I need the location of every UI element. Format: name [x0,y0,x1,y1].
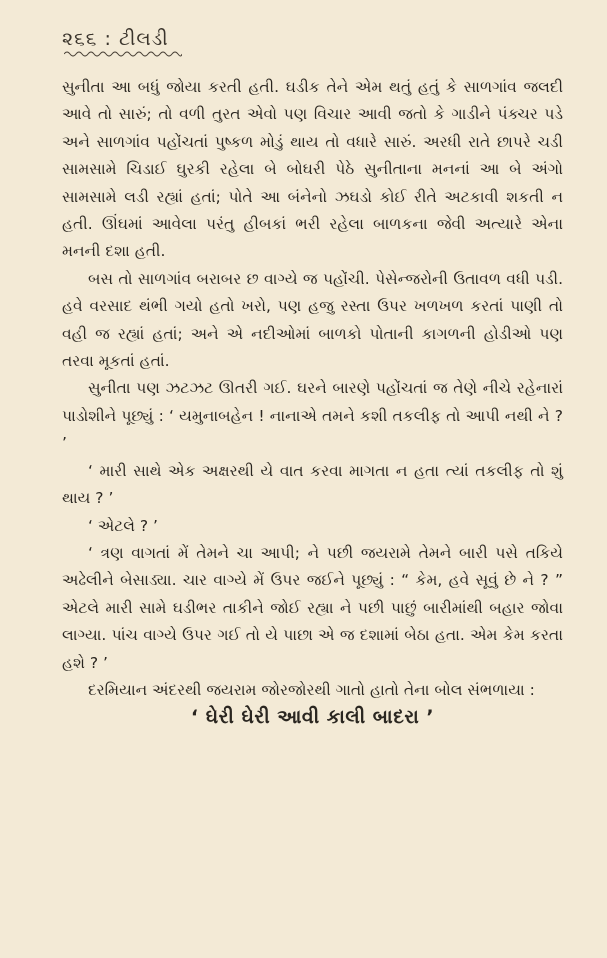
paragraph-1: સુનીતા આ બધું જોયા કરતી હતી. ઘડીક તેને એમ થતું હતું કે સાળગાંવ જલદી આવે તો સારું; તો વળી તુરત એવો પણ વિચાર આવી જતો કે ગાડીને પંક્ચર પડે અને સાળગાંવ પહોંચતાં પુષ્કળ મોડું થાય તો વધારે સારું. અરધી રાતે છાપરે ચડી સામસામે ચિડાઈ ઘુરકી રહેલા બે બોઘરી પેઠે સુનીતાના મનનાં આ બે અંગો સામસામે લડી રહ્યાં હતાં; પોતે આ બંનેનો ઝઘડો કોઈ રીતે અટકાવી શકતી ન હતી. ઊંઘમાં આવેલા પરંતુ હીબકાં ભરી રહેલા બાળકના જેવી અત્યારે એના મનની દશા હતી. [62,78,563,261]
header-separator: : [104,28,112,50]
paragraph-7: દરમિયાન અંદરથી જયરામ જોરજોરથી ગાતો હાતો તેના બોલ સંભળાયા : [88,680,535,699]
song-line: ‘ ઘેરી ઘેરી આવી કાલી બાદરા ’ [190,706,435,729]
body-text [62,74,563,704]
decorative-wavy-rule [64,50,182,58]
page-number: ૨૬૬ [62,28,98,50]
paragraph-6: ‘ ત્રણ વાગતાં મેં તેમને ચા આપી; ને પછી જયરામે તેમને બારી પસે તકિયે અઢેલીને બેસાડ્યા. ચાર વાગ્યે મેં ઉપર જઈને પૂછ્યું : “ કેમ, હવે સૂવું છે ને ? ” એટલે મારી સામે ઘડીભર તાકીને જોઈ રહ્યા ને પછી પાછું બારીમાંથી બહાર જોવા લાગ્યા. પાંચ વાગ્યે ઉપર ગઈ તો યે પાછા એ જ દશામાં બેઠા હતા. એમ કેમ કરતા હશે ? ’ [62,543,563,672]
paragraph-3: સુનીતા પણ ઝટઝટ ઊતરી ગઈ. ઘરને બારણે પહોંચતાં જ તેણે નીચે રહેનારાં પાડોશીને પૂછ્યું : ‘ યમુનાબહેન ! નાનાએ તમને કશી તકલીફ તો આપી નથી ને ? ’ [62,379,563,453]
book-title: ટીલડી [118,28,169,50]
paragraph-5: ‘ એટલે ? ’ [88,516,158,535]
page-header [62,28,563,50]
paragraph-4: ‘ મારી સાથે એક અક્ષરથી યે વાત કરવા માગતા ન હતા ત્યાં તકલીફ તો શું થાય ? ’ [62,461,563,508]
paragraph-2: બસ તો સાળગાંવ બરાબર છ વાગ્યે જ પહોંચી. પેસેન્જરોની ઉતાવળ વધી પડી. હવે વરસાદ થંભી ગયો હતો ખરો, પણ હજુ રસ્તા ઉપર ખળખળ કરતાં પાણી તો વહી જ રહ્યાં હતાં; અને એ નદીઓમાં બાળકો પોતાની કાગળની હોડીઓ પણ તરવા મૂકતાં હતાં. [62,269,563,371]
